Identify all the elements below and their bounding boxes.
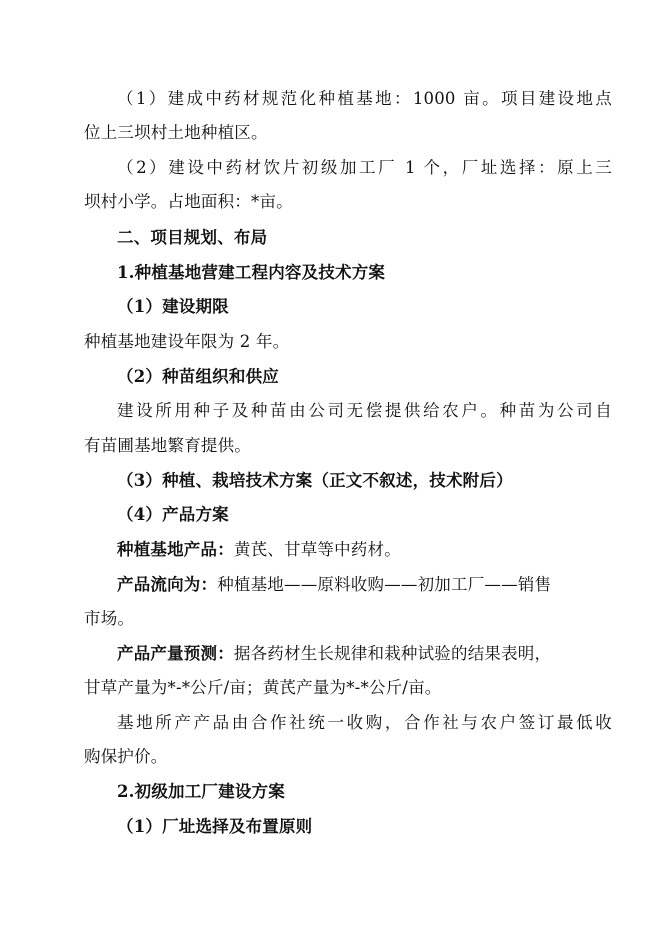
- text-product-flow: 种植基地——原料收购——初加工厂——销售: [217, 575, 552, 594]
- paragraph-purchase-line2: 购保护价。: [84, 747, 168, 766]
- paragraph-seedling-line1: 建设所用种子及种苗由公司无偿提供给农户。种苗为公司自: [117, 401, 612, 420]
- paragraph-product-flow: [117, 574, 662, 596]
- paragraph-seedling-line2: 有苗圃基地繁育提供。: [84, 436, 251, 455]
- paragraph-yield-line2: 甘草产量为*-*公斤/亩；黄芪产量为*-*公斤/亩。: [84, 678, 442, 697]
- heading-construction-period: （1）建设期限: [117, 297, 229, 316]
- paragraph-base-products: [117, 539, 662, 561]
- heading-product-plan: （4）产品方案: [117, 505, 229, 524]
- label-product-flow: 产品流向为：: [117, 575, 218, 594]
- heading-cultivation-technique: （3）种植、栽培技术方案（正文不叙述，技术附后）: [117, 471, 513, 490]
- heading-seedling-supply: （2）种苗组织和供应: [117, 367, 279, 386]
- paragraph-factory-line2: 坝村小学。占地面积：*亩。: [84, 192, 293, 211]
- text-base-products: 黄芪、甘草等中药材。: [233, 540, 401, 559]
- heading-site-selection: （1）厂址选择及布置原则: [117, 817, 313, 836]
- section-heading-planning: 二、项目规划、布局: [117, 228, 268, 247]
- text-yield-forecast: 据各药材生长规律和栽种试验的结果表明，: [233, 644, 552, 663]
- paragraph-purchase-line1: 基地所产产品由合作社统一收购，合作社与农户签订最低收: [117, 713, 612, 732]
- paragraph-base-line2: 位上三坝村土地种植区。: [84, 123, 268, 142]
- heading-processing-plant: 2.初级加工厂建设方案: [117, 782, 285, 801]
- heading-planting-base: 1.种植基地营建工程内容及技术方案: [117, 263, 386, 282]
- paragraph-construction-period: 种植基地建设年限为 2 年。: [84, 332, 290, 351]
- label-yield-forecast: 产品产量预测：: [117, 644, 234, 663]
- label-base-products: 种植基地产品：: [117, 540, 234, 559]
- paragraph-base-line1: （1）建成中药材规范化种植基地：1000 亩。项目建设地点: [117, 89, 612, 108]
- paragraph-factory-line1: （2）建设中药材饮片初级加工厂 1 个，厂址选择：原上三: [117, 158, 612, 177]
- paragraph-product-flow-line2: 市场。: [84, 609, 135, 628]
- paragraph-yield-forecast: [117, 643, 662, 665]
